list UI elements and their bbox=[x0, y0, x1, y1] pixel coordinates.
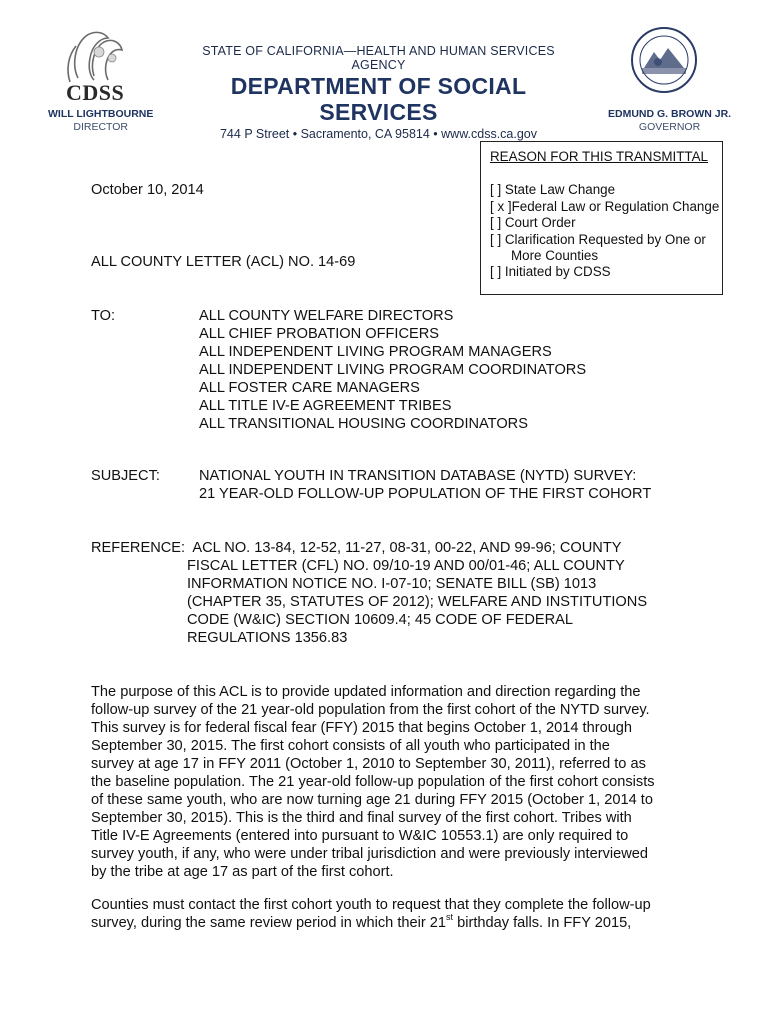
reason-option-federal-law: [ x ]Federal Law or Regulation Change bbox=[490, 198, 720, 214]
paragraph-line bbox=[91, 914, 691, 932]
director-block bbox=[48, 108, 153, 133]
recipient-item: ALL INDEPENDENT LIVING PROGRAM COORDINATORS bbox=[199, 362, 587, 378]
letter-date: October 10, 2014 bbox=[91, 182, 204, 198]
subject-label: SUBJECT: bbox=[91, 468, 160, 484]
subject-line: 21 YEAR-OLD FOLLOW-UP POPULATION OF THE FIRST COHORT bbox=[199, 486, 652, 502]
paragraph-text: survey, during the same review period in which their 21 bbox=[91, 915, 447, 931]
reason-option-clarification: [ ] Clarification Requested by One or More Counties bbox=[490, 231, 706, 264]
reason-option-court-order: [ ] Court Order bbox=[490, 215, 576, 231]
reference-label: REFERENCE: bbox=[91, 540, 186, 556]
department-name: DEPARTMENT OF SOCIAL SERVICES bbox=[230, 73, 527, 125]
subject-text bbox=[199, 467, 651, 503]
subject-line: NATIONAL YOUTH IN TRANSITION DATABASE (NYTD) SURVEY: bbox=[199, 468, 637, 484]
reference-line: (CHAPTER 35, STATUTES OF 2012); WELFARE AND INSTITUTIONS bbox=[187, 594, 648, 610]
acl-number: ALL COUNTY LETTER (ACL) NO. 14-69 bbox=[91, 254, 356, 270]
paragraph-line: survey youth, if any, who were under tribal jurisdiction and were previously interviewed bbox=[91, 846, 648, 862]
reason-box-title: REASON FOR THIS TRANSMITTAL bbox=[490, 149, 708, 164]
recipient-item: ALL FOSTER CARE MANAGERS bbox=[199, 380, 420, 396]
reference-line: FISCAL LETTER (CFL) NO. 09/10-19 AND 00/01-46; ALL COUNTY bbox=[187, 558, 625, 574]
governor-title: GOVERNOR bbox=[638, 121, 701, 133]
director-name: WILL LIGHTBOURNE bbox=[48, 108, 154, 120]
purpose-paragraph bbox=[91, 683, 691, 881]
paragraph-line: survey at age 17 in FFY 2011 (October 1, 2010 to September 30, 2011), referred to as bbox=[91, 756, 646, 772]
paragraph-line: follow-up survey of the 21 year-old population from the first cohort of the NYTD survey. bbox=[91, 702, 650, 718]
california-seal-icon bbox=[630, 26, 698, 94]
agency-name: STATE OF CALIFORNIA—HEALTH AND HUMAN SERVICES AGENCY bbox=[202, 44, 555, 72]
recipient-item: ALL COUNTY WELFARE DIRECTORS bbox=[199, 308, 454, 324]
reference-block bbox=[91, 539, 691, 647]
governor-name: EDMUND G. BROWN JR. bbox=[608, 108, 732, 120]
paragraph-line: This survey is for federal fiscal fear (FFY) 2015 that begins October 1, 2014 through bbox=[91, 720, 633, 736]
reference-line: ACL NO. 13-84, 12-52, 11-27, 08-31, 00-22, AND 99-96; COUNTY bbox=[192, 540, 622, 556]
paragraph-line: by the tribe at age 17 as part of the first cohort. bbox=[91, 864, 394, 880]
to-label: TO: bbox=[91, 308, 116, 324]
governor-block bbox=[608, 108, 731, 133]
letterhead-center bbox=[181, 44, 576, 141]
counties-paragraph bbox=[91, 896, 691, 932]
paragraph-line: September 30, 2015. The first cohort consists of all youth who participated in the bbox=[91, 738, 610, 754]
department-address: 744 P Street • Sacramento, CA 95814 • www.cdss.ca.gov bbox=[219, 127, 538, 141]
reference-line: INFORMATION NOTICE NO. I-07-10; SENATE BILL (SB) 1013 bbox=[187, 576, 597, 592]
director-title: DIRECTOR bbox=[73, 121, 129, 133]
paragraph-line: the baseline population. The 21 year-old follow-up population of the first cohort consists bbox=[91, 774, 655, 790]
paragraph-text: birthday falls. In FFY 2015, bbox=[453, 915, 632, 931]
ordinal-suffix: st bbox=[446, 912, 454, 923]
recipient-item: ALL INDEPENDENT LIVING PROGRAM MANAGERS bbox=[199, 344, 552, 360]
reason-option-cdss: [ ] Initiated by CDSS bbox=[490, 264, 611, 280]
reference-line: REGULATIONS 1356.83 bbox=[187, 630, 348, 646]
paragraph-line: Counties must contact the first cohort youth to request that they complete the follow-up bbox=[91, 897, 651, 913]
paragraph-line: September 30, 2015). This is the third and final survey of the first cohort. Tribes with bbox=[91, 810, 632, 826]
paragraph-line: The purpose of this ACL is to provide updated information and direction regarding the bbox=[91, 684, 641, 700]
logo-text: CDSS bbox=[66, 80, 125, 105]
recipient-item: ALL TRANSITIONAL HOUSING COORDINATORS bbox=[199, 416, 528, 432]
paragraph-line: Title IV-E Agreements (entered into pursuant to W&IC 10553.1) are only required to bbox=[91, 828, 629, 844]
recipient-item: ALL CHIEF PROBATION OFFICERS bbox=[199, 326, 440, 342]
reason-for-transmittal-box bbox=[480, 141, 723, 295]
recipient-list bbox=[199, 307, 586, 433]
reference-line: CODE (W&IC) SECTION 10609.4; 45 CODE OF FEDERAL bbox=[187, 612, 574, 628]
recipient-item: ALL TITLE IV-E AGREEMENT TRIBES bbox=[199, 398, 452, 414]
reason-option-state-law: [ ] State Law Change bbox=[490, 182, 616, 198]
paragraph-line: of these same youth, who are now turning age 21 during FFY 2015 (October 1, 2014 to bbox=[91, 792, 653, 808]
